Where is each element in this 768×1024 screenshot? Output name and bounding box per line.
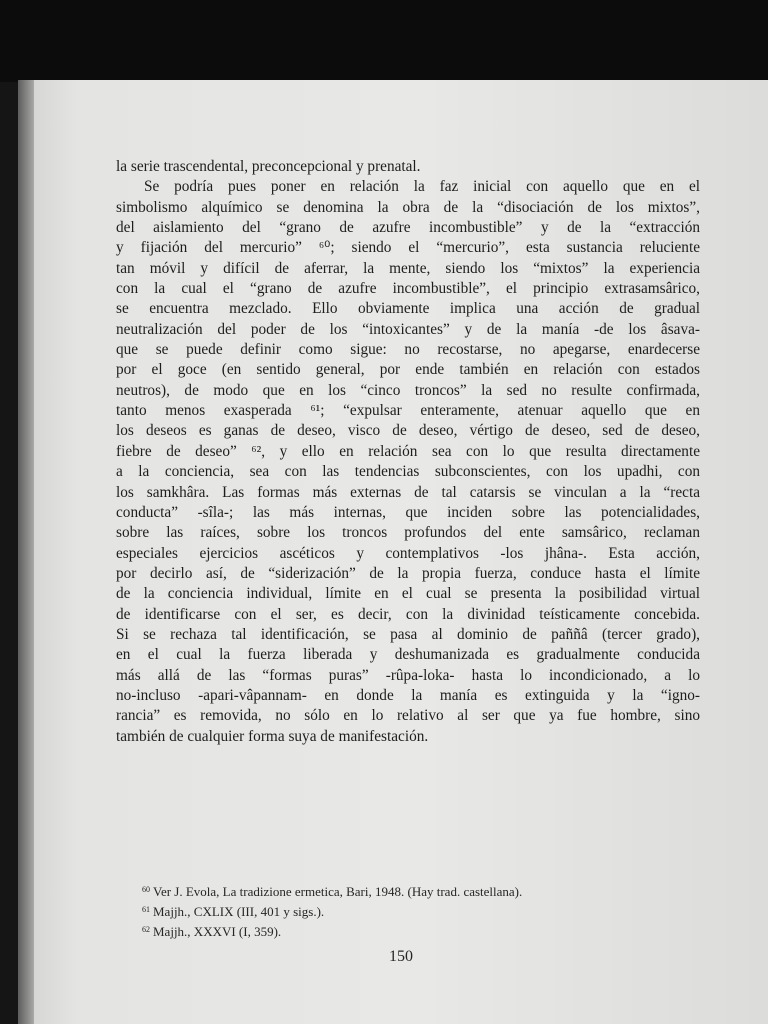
text-line: tanto menos exasperada ⁶¹; “expulsar enteramente, atenuar aquello que en [116,402,700,420]
footnote [142,901,702,921]
text-line: tan móvil y difícil de aferrar, la mente, siendo los “mixtos” la experiencia [116,259,700,277]
page-gutter-shadow [18,80,34,1024]
text-line: por decirlo así, de “siderización” de la propia fuerza, conduce hasta el límite [116,564,700,582]
footnote-number: 60 [142,885,150,894]
text-line: de identificarse con el ser, es decir, con la divinidad teísticamente concebida. [116,605,700,623]
text-line: de la conciencia individual, límite en el cual se presenta la posibilidad virtual [116,585,700,603]
text-line: los deseos es ganas de deseo, visco de deseo, vértigo de deseo, sed de deseo, [116,422,700,440]
page-number: 150 [389,948,413,965]
text-line: más allá de las “formas puras” -rûpa-loka- hasta lo incondicionado, a lo [116,666,700,684]
text-line: sobre las raíces, sobre los troncos profundos del ente samsârico, reclaman [116,524,700,542]
footnote [142,881,702,901]
body-text [116,157,700,747]
text-line: los samkhâra. Las formas más externas de tal catarsis se vinculan a la “recta [116,483,700,501]
text-line: Se podría pues poner en relación la faz inicial con aquello que en el [144,178,700,196]
text-line: que se puede definir como sigue: no recostarse, no apegarse, enardecerse [116,341,700,359]
text-line: también de cualquier forma suya de manifestación. [116,727,429,745]
text-line: neutros), de modo que en los “cinco troncos” la sed no resulte confirmada, [116,381,700,399]
text-line: especiales ejercicios ascéticos y contemplativos -los jhâna-. Esta acción, [116,544,700,562]
footnote-text: Ver J. Evola, La tradizione ermetica, Bari, 1948. (Hay trad. castellana). [153,884,523,899]
text-line: neutralización del poder de los “intoxicantes” y de la manía -de los âsava- [116,320,700,338]
footnote [142,921,702,941]
footnote-number: 61 [142,905,150,914]
text-line: en el cual la fuerza liberada y deshumanizada es gradualmente conducida [116,646,700,664]
text-line: con la cual el “grano de azufre incombustible”, el principio extrasamsârico, [116,280,700,298]
footnote-number: 62 [142,925,150,934]
footnote-text: Majjh., CXLIX (III, 401 y sigs.). [153,904,325,919]
footnotes [142,881,702,941]
text-line: conducta” -sîla-; las más internas, que inciden sobre las potencialidades, [116,503,700,521]
text-line: del aislamiento del “grano de azufre incombustible” y de la “extracción [116,219,700,237]
text-line: no-incluso -apari-vâpannam- en donde la manía es extinguida y la “igno- [116,686,700,704]
text-line: la serie trascendental, preconcepcional y prenatal. [116,158,421,175]
text-line: por el goce (en sentido general, por ende también en relación con estados [116,361,700,379]
footnote-text: Majjh., XXXVI (I, 359). [153,924,282,939]
text-line: a la conciencia, sea con las tendencias subconscientes, con los upadhi, con [116,463,700,481]
text-line: simbolismo alquímico se denomina la obra de la “disociación de los mixtos”, [116,198,700,216]
scanner-background [0,0,768,82]
text-line: Si se rechaza tal identificación, se pasa al dominio de paññâ (tercer grado), [116,625,700,643]
text-line: se encuentra mezclado. Ello obviamente implica una acción de gradual [116,300,700,318]
text-line: rancia” es removida, no sólo en lo relativo al ser que ya fue hombre, sino [116,707,700,725]
text-line: y fijación del mercurio” ⁶⁰; siendo el “mercurio”, esta sustancia reluciente [116,239,700,257]
text-line: fiebre de deseo” ⁶², y ello en relación sea con lo que resulta directamente [116,442,700,460]
